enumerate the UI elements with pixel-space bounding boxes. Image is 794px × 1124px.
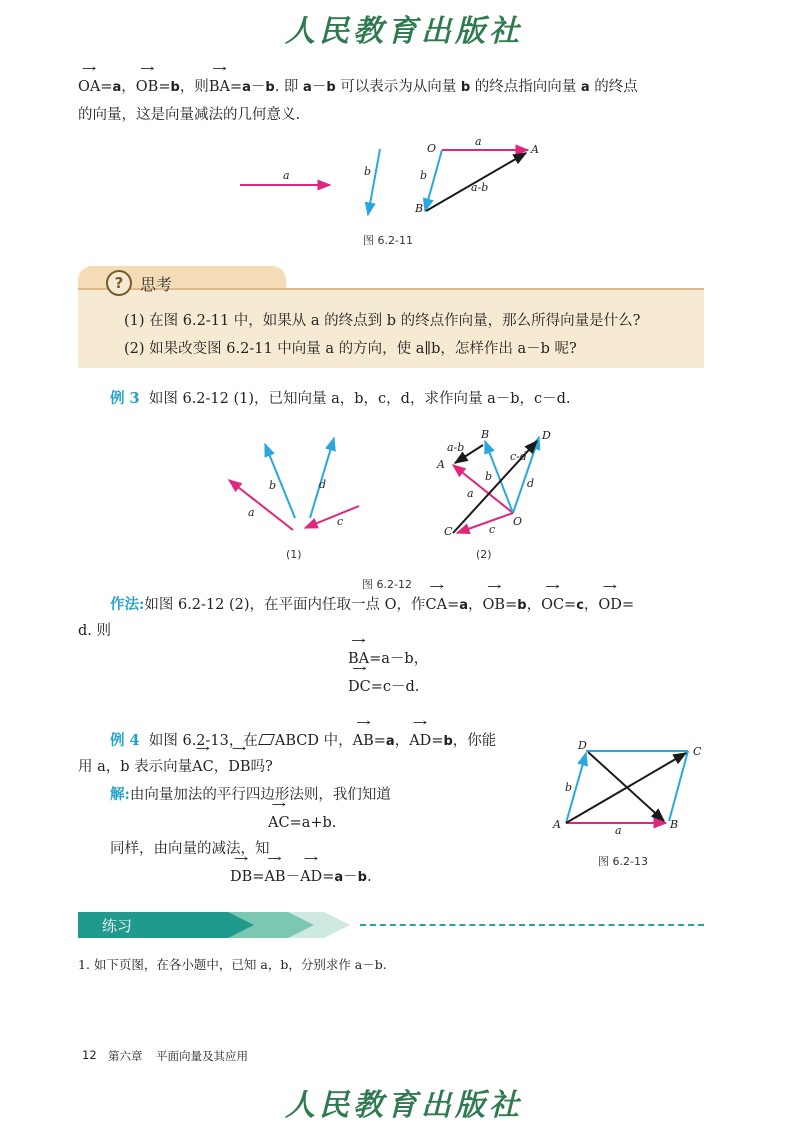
figure-6-2-12-sub2: (2): [476, 548, 492, 561]
example4-line2: 用 a，b 表示向量→ AC，→ DB吗?: [78, 756, 273, 778]
parallelogram-symbol: [258, 734, 275, 745]
svg-text:c: c: [489, 523, 496, 536]
intro-mid: . 即: [274, 79, 299, 95]
svg-text:a-b: a-b: [471, 181, 489, 194]
intro-tail2: 的终点指向向量: [474, 79, 577, 95]
figure-6-2-13: [548, 735, 708, 835]
intro-line-2: 的向量，这是向量减法的几何意义.: [78, 107, 301, 123]
example3-method-text: 如图 6.2-12 (2)，在平面内任取一点 O，作: [144, 597, 426, 613]
thinking-q1: (1) 在图 6.2-11 中，如果从 a 的终点到 b 的终点作向量，那么所得向量是什么?: [124, 313, 641, 329]
thinking-q2: (2) 如果改变图 6.2-11 中向量 a 的方向，使 a∥b，怎样作出 a－b 呢?: [124, 341, 577, 357]
example4-label: 例 4: [110, 732, 140, 749]
example4-text-b: ABCD 中，: [274, 733, 353, 749]
figure-6-2-12-part1: [215, 428, 365, 548]
example3-eq1: → BA=a－b，: [348, 648, 428, 670]
svg-text:A: A: [437, 458, 445, 471]
example4-text-a: 如图 6.2-13，在: [148, 733, 258, 749]
svg-text:b: b: [565, 781, 573, 794]
svg-text:B: B: [670, 818, 679, 831]
svg-text:C: C: [693, 745, 702, 758]
page-number: 12: [82, 1048, 97, 1062]
example3-line: [110, 388, 571, 410]
example3-eq1-rhs: =a－b，: [369, 651, 429, 667]
svg-text:c: c: [337, 515, 344, 528]
chapter-label: 第六章: [108, 1049, 143, 1063]
intro-line-1: → OA=a，→ OB=b，则→ BA=a－b. 即 a－b 可以表示为从向量 b 的终点指向向量 a 的终点: [78, 76, 638, 99]
svg-text:b: b: [420, 169, 428, 182]
figure-6-2-13-caption: 图 6.2-13: [598, 855, 648, 868]
svg-text:d: d: [527, 477, 535, 490]
example3-label: 例 3: [110, 390, 140, 407]
example3-eq2: → DC=c－d.: [348, 676, 419, 698]
figure-6-2-12-caption: 图 6.2-12: [362, 578, 412, 591]
publisher-logo-top: 人民教育出版社: [285, 14, 523, 49]
thinking-title: 思考: [140, 275, 173, 294]
svg-text:d: d: [319, 478, 327, 491]
exercise-dashed-line: [360, 924, 704, 926]
intro-def: ，则: [179, 79, 209, 95]
example3-eq2-rhs: =c－d.: [370, 679, 420, 695]
example4-text-c: ，你能: [452, 733, 497, 749]
example4-line2-a: 用 a，b 表示向量: [78, 759, 193, 775]
example4-eq1-rhs: =a+b.: [289, 815, 337, 831]
example4-eq2: → DB=→ AB－→ AD=a－b.: [230, 866, 372, 889]
publisher-logo-bottom: 人民教育出版社: [285, 1088, 523, 1123]
svg-text:a: a: [475, 135, 482, 148]
question-icon: ?: [106, 270, 132, 296]
example4-line: 例 4 如图 6.2-13，在 ABCD 中，→ AB=a，→ AD=b，你能: [110, 730, 496, 753]
svg-text:O: O: [427, 142, 437, 155]
svg-text:D: D: [578, 739, 587, 752]
svg-text:a: a: [615, 824, 622, 835]
svg-text:B: B: [481, 428, 490, 441]
chapter-title: 平面向量及其应用: [156, 1049, 248, 1063]
svg-text:a: a: [248, 506, 255, 519]
svg-text:c-d: c-d: [510, 450, 527, 463]
svg-text:B: B: [415, 202, 424, 215]
example4-line2-b: 吗?: [250, 759, 273, 775]
exercise-title: 练习: [102, 917, 133, 935]
intro-tail: 可以表示为从向量: [340, 79, 457, 95]
svg-text:O: O: [513, 515, 523, 528]
svg-text:a: a: [467, 487, 474, 500]
example3-text: 如图 6.2-12 (1)，已知向量 a，b，c，d，求作向量 a－b，c－d.: [148, 391, 571, 407]
figure-6-2-11-caption: 图 6.2-11: [363, 234, 413, 247]
example3-then: d. 则: [78, 623, 112, 639]
figure-6-2-11: [230, 135, 550, 225]
exercise-item-1: 1. 如下页图，在各小题中，已知 a，b，分别求作 a－b.: [78, 957, 387, 972]
example4-same: 同样，由向量的减法，知: [110, 841, 270, 857]
example4-solution-label: 解:: [110, 786, 130, 803]
example3-method-label: 作法:: [110, 596, 145, 613]
svg-text:A: A: [553, 818, 561, 831]
svg-text:a-b: a-b: [447, 441, 465, 454]
figure-6-2-12-part2: [425, 425, 565, 545]
svg-text:b: b: [364, 165, 372, 178]
svg-text:C: C: [444, 525, 453, 538]
figure-6-2-12-sub1: (1): [286, 548, 302, 561]
svg-text:b: b: [269, 479, 277, 492]
svg-text:A: A: [531, 143, 539, 156]
example4-solution: [110, 784, 391, 806]
intro-tail3: 的终点: [594, 79, 638, 95]
example3-method-line: 作法:如图 6.2-12 (2)，在平面内任取一点 O，作→ CA=a，→ OB=b，→ OC=c，→ OD=: [110, 594, 634, 617]
svg-text:b: b: [485, 470, 493, 483]
svg-text:D: D: [542, 429, 551, 442]
svg-text:a: a: [283, 169, 290, 182]
example4-eq1: → AC=a+b.: [268, 812, 336, 834]
example4-solution-text: 由向量加法的平行四边形法则，我们知道: [129, 787, 391, 803]
